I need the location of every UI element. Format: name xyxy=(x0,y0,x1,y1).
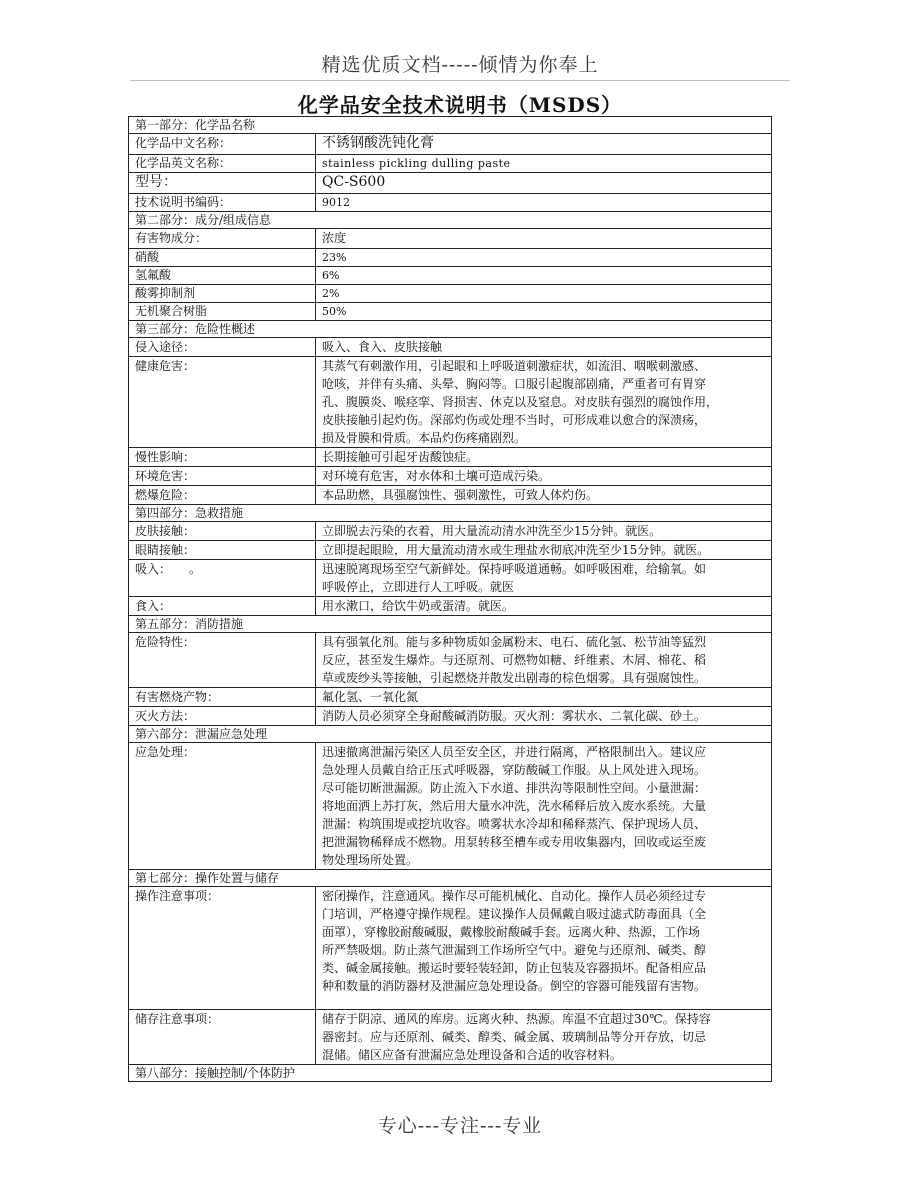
skin-label: 皮肤接触： xyxy=(129,522,316,541)
concentration-label: 浓度 xyxy=(316,229,772,249)
health-value: 其蒸气有刺激作用，引起眼和上呼吸道刺激症状，如流泪、咽喉刺激感、 呛咳，并伴有头痛、头晕、胸闷等。口服引起腹部剧痛，严重者可有胃穿 孔、腹膜炎、喉痉挛、肾损害、休克以及窒息。对皮肤有强烈的腐蚀作用， 皮肤接触引起灼伤。深部灼伤或处理不当时，可形成难以愈合的深溃疡， 损及骨膜和骨质。本品灼伤疼痛剧烈。 xyxy=(316,357,772,448)
section-8-header: 第八部分：接触控制/个体防护 xyxy=(129,1065,772,1082)
skin-value: 立即脱去污染的衣着，用大量流动清水冲洗至少15分钟。就医。 xyxy=(316,522,772,541)
component-value: 50% xyxy=(316,303,772,321)
cn-name-label: 化学品中文名称： xyxy=(129,134,316,155)
section-5-header: 第五部分：消防措施 xyxy=(129,616,772,633)
chronic-label: 慢性影响： xyxy=(129,448,316,467)
fire-value: 本品助燃，具强腐蚀性、强刺激性，可致人体灼伤。 xyxy=(316,486,772,505)
component-row xyxy=(129,285,772,303)
component-row xyxy=(129,267,772,285)
component-value: 2% xyxy=(316,285,772,303)
ingest-label: 食入： xyxy=(129,597,316,616)
model-value: QC-S600 xyxy=(316,173,772,194)
section-1-header: 第一部分：化学品名称 xyxy=(129,117,772,134)
hazard-component-label: 有害物成分： xyxy=(129,229,316,249)
inhale-label: 吸入： 。 xyxy=(129,560,316,597)
component-name: 氢氟酸 xyxy=(129,267,316,285)
code-label: 技术说明书编码： xyxy=(129,194,316,212)
route-value: 吸入、食入、皮肤接触 xyxy=(316,338,772,357)
component-row xyxy=(129,303,772,321)
storage-value: 储存于阴凉、通风的库房。远离火种、热源。库温不宜超过30℃。保持容 器密封。应与还原剂、碱类、醇类、碱金属、玻璃制品等分开存放，切忌 混储。储区应备有泄漏应急处理设备和合适的收容材料。 xyxy=(316,1010,772,1065)
ingest-value: 用水漱口，给饮牛奶或蛋清。就医。 xyxy=(316,597,772,616)
extinguish-value: 消防人员必须穿全身耐酸碱消防服。灭火剂：雾状水、二氧化碳、砂土。 xyxy=(316,707,772,726)
page-header: 精选优质文档-----倾情为你奉上 xyxy=(321,54,599,76)
route-label: 侵入途径： xyxy=(129,338,316,357)
en-name-label: 化学品英文名称： xyxy=(129,155,316,173)
section-3-header: 第三部分：危险性概述 xyxy=(129,321,772,338)
inhale-value: 迅速脱离现场至空气新鲜处。保持呼吸道通畅。如呼吸困难，给输氧。如 呼吸停止，立即进行人工呼吸。就医 xyxy=(316,560,772,597)
operate-value: 密闭操作，注意通风。操作尽可能机械化、自动化。操作人员必须经过专 门培训，严格遵守操作规程。建议操作人员佩戴自吸过滤式防毒面具（全 面罩），穿橡胶耐酸碱服，戴橡胶耐酸碱手套。远离火种、热源，工作场 所严禁吸烟。防止蒸气泄漏到工作场所空气中。避免与还原剂、碱类、醇 类、碱金属接触。搬运时要轻装轻卸，防止包装及容器损坏。配备相应品 种和数量的消防器材及泄漏应急处理设备。倒空的容器可能残留有害物。 xyxy=(316,887,772,1010)
cn-name-value: 不锈钢酸洗钝化膏 xyxy=(316,134,772,155)
component-name: 酸雾抑制剂 xyxy=(129,285,316,303)
section-7-header: 第七部分：操作处置与储存 xyxy=(129,870,772,887)
combustion-label: 有害燃烧产物： xyxy=(129,688,316,707)
en-name-value: stainless pickling dulling paste xyxy=(316,155,772,173)
storage-label: 储存注意事项： xyxy=(129,1010,316,1065)
fire-label: 燃爆危险： xyxy=(129,486,316,505)
combustion-value: 氟化氢、一氧化氮 xyxy=(316,688,772,707)
danger-label: 危险特性： xyxy=(129,633,316,688)
component-value: 6% xyxy=(316,267,772,285)
section-4-header: 第四部分：急救措施 xyxy=(129,505,772,522)
chronic-value: 长期接触可引起牙齿酸蚀症。 xyxy=(316,448,772,467)
danger-value: 具有强氧化剂。能与多种物质如金属粉末、电石、硫化氢、松节油等猛烈 反应，甚至发生爆炸。与还原剂、可燃物如糖、纤维素、木屑、棉花、稻 草或废纱头等接触，引起燃烧并散发出剧毒的棕色烟雾。具有强腐蚀性。 xyxy=(316,633,772,688)
component-value: 23% xyxy=(316,249,772,267)
code-value: 9012 xyxy=(316,194,772,212)
component-name: 无机聚合树脂 xyxy=(129,303,316,321)
emergency-label: 应急处理： xyxy=(129,743,316,870)
eye-value: 立即提起眼睑，用大量流动清水或生理盐水彻底冲洗至少15分钟。就医。 xyxy=(316,541,772,560)
component-row xyxy=(129,249,772,267)
health-label: 健康危害： xyxy=(129,357,316,448)
section-2-header: 第二部分：成分/组成信息 xyxy=(129,212,772,229)
msds-table xyxy=(128,116,772,1082)
section-6-header: 第六部分：泄漏应急处理 xyxy=(129,726,772,743)
eye-label: 眼睛接触： xyxy=(129,541,316,560)
extinguish-label: 灭火方法： xyxy=(129,707,316,726)
component-name: 硝酸 xyxy=(129,249,316,267)
env-label: 环境危害： xyxy=(129,467,316,486)
model-label: 型号： xyxy=(129,173,316,194)
env-value: 对环境有危害，对水体和土壤可造成污染。 xyxy=(316,467,772,486)
header-divider xyxy=(130,80,790,81)
document-title: 化学品安全技术说明书（MSDS） xyxy=(297,93,623,117)
operate-label: 操作注意事项： xyxy=(129,887,316,1010)
page-footer: 专心---专注---专业 xyxy=(377,1115,543,1137)
emergency-value: 迅速撤离泄漏污染区人员至安全区，并进行隔离，严格限制出入。建议应 急处理人员戴自给正压式呼吸器，穿防酸碱工作服。从上风处进入现场。 尽可能切断泄漏源。防止流入下水道、排洪沟等限制性空间。小量泄漏： 将地面洒上苏打灰，然后用大量水冲洗，洗水稀释后放入废水系统。大量 泄漏：构筑围堤或挖坑收容。喷雾状水冷却和稀释蒸汽、保护现场人员、 把泄漏物稀释成不燃物。用泵转移至槽车或专用收集器内，回收或运至废 物处理场所处置。 xyxy=(316,743,772,870)
